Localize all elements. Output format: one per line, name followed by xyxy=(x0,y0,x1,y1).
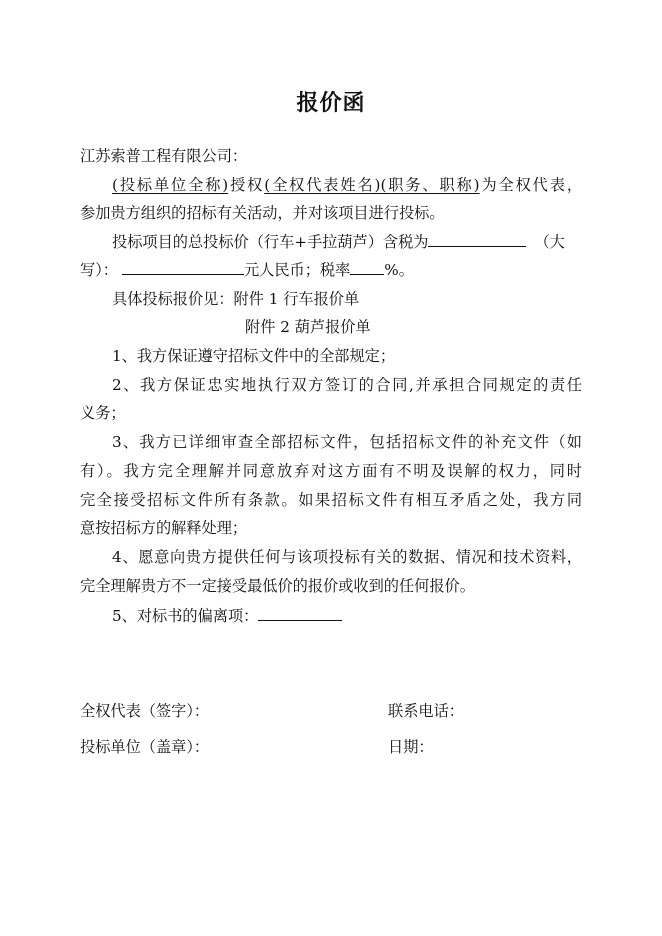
clause-3-cont-1: 有）。我方完全理解并同意放弃对这方面有不明及误解的权力，同时 xyxy=(80,462,582,480)
rmb-tax-text: 元人民币；税率 xyxy=(243,261,351,279)
clause-2-cont: 义务； xyxy=(80,404,126,422)
page-title: 报价函 xyxy=(296,91,366,116)
as-representative-text: 为全权代表， xyxy=(479,176,583,194)
attachment-1: 具体投标报价见：附件 1 行车报价单 xyxy=(112,290,360,308)
representative-placeholder: (全权代表姓名)(职务、职称) xyxy=(264,176,480,194)
uppercase-amount-blank[interactable] xyxy=(122,260,244,275)
price-text: 投标项目的总投标价（行车+手拉葫芦）含税为 xyxy=(112,233,429,251)
uppercase-label-cont: 写）： xyxy=(80,261,118,279)
grant-text: 授权 xyxy=(228,176,265,194)
bidder-unit-placeholder: (投标单位全称) xyxy=(112,176,229,194)
clause-5 xyxy=(112,606,582,626)
deviation-blank[interactable] xyxy=(258,606,342,621)
deviation-label: 5、对标书的偏离项： xyxy=(112,607,259,625)
clause-4-cont: 完全理解贵方不一定接受最低价的报价或收到的任何报价。 xyxy=(80,577,475,595)
authorization-line-1 xyxy=(112,175,582,195)
bidder-seal: 投标单位（盖章）： xyxy=(80,738,210,756)
clause-4: 4、愿意向贵方提供任何与该项投标有关的数据、情况和技术资料， xyxy=(112,548,582,566)
price-line-2 xyxy=(80,260,582,280)
clause-1: 1、我方保证遵守招标文件中的全部规定； xyxy=(112,347,396,365)
date-label: 日期： xyxy=(388,738,434,756)
percent-text: %。 xyxy=(384,261,414,279)
clause-3-cont-3: 意按招标方的解释处理； xyxy=(80,519,248,537)
signature-representative: 全权代表（签字）： xyxy=(80,702,210,720)
clause-2: 2、我方保证忠实地执行双方签订的合同,并承担合同规定的责任 xyxy=(112,376,582,394)
contact-phone: 联系电话： xyxy=(388,702,464,720)
attachment-2: 附件 2 葫芦报价单 xyxy=(245,318,371,336)
clause-3-cont-2: 完全接受招标文件所有条款。如果招标文件有相互矛盾之处，我方同 xyxy=(80,491,582,509)
authorization-line-2: 参加贵方组织的招标有关活动，并对该项目进行投标。 xyxy=(80,204,445,222)
uppercase-label: （大 xyxy=(534,233,565,251)
price-line-1 xyxy=(112,232,582,252)
addressee: 江苏索普工程有限公司： xyxy=(80,147,248,165)
clause-3: 3、我方已详细审查全部招标文件，包括招标文件的补充文件（如 xyxy=(112,433,582,451)
total-price-blank[interactable] xyxy=(428,232,526,247)
tax-rate-blank[interactable] xyxy=(350,260,384,275)
